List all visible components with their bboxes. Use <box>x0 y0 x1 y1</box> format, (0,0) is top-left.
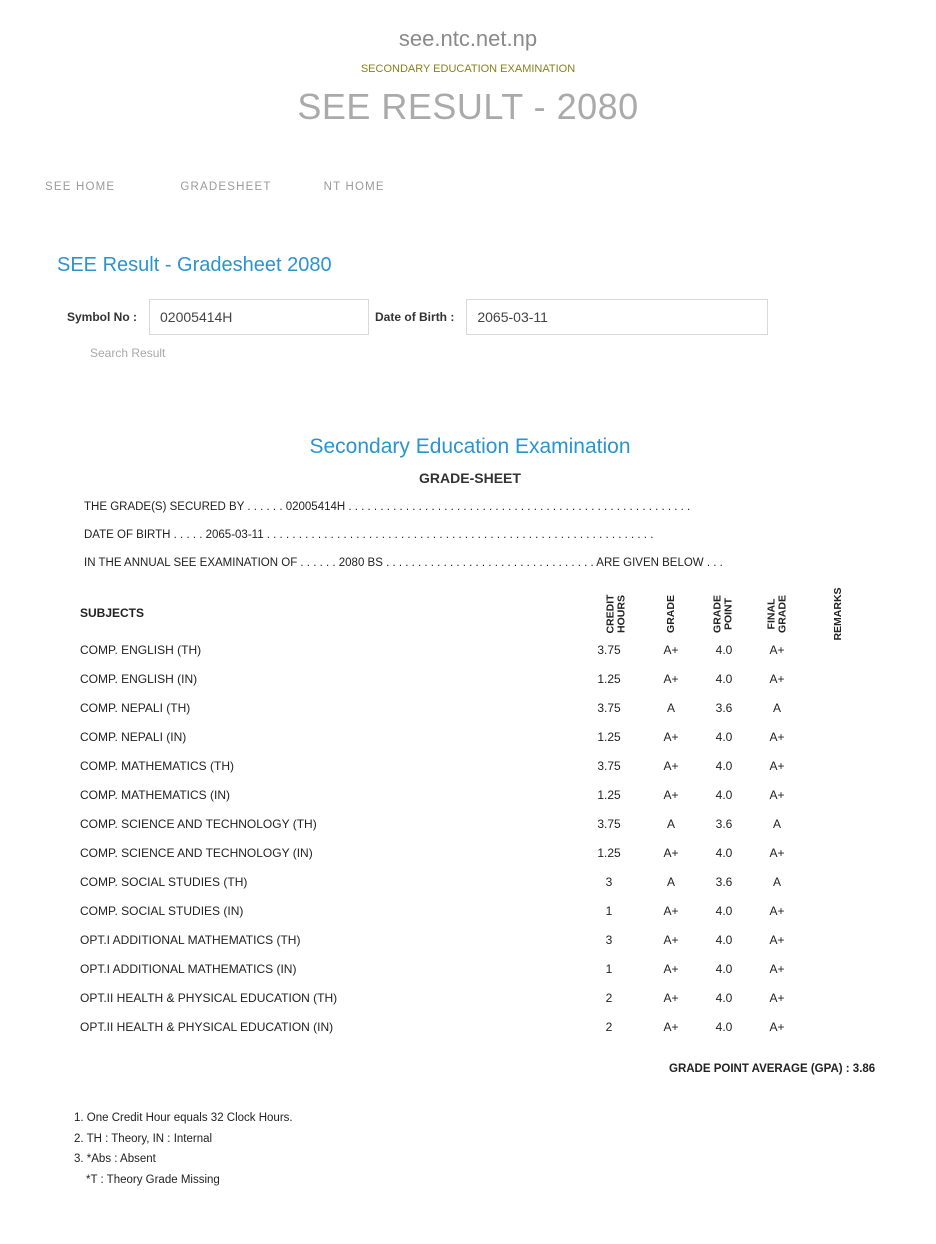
gpa-summary: GRADE POINT AVERAGE (GPA) : 3.86 <box>669 1063 876 1075</box>
final-grade-cell: A+ <box>769 962 785 976</box>
grade-cell: A+ <box>663 643 679 657</box>
exam-subtitle: SECONDARY EDUCATION EXAMINATION <box>360 63 576 75</box>
table-row <box>0 668 936 697</box>
grade-point-cell: 4.0 <box>715 933 733 947</box>
final-grade-cell: A+ <box>769 643 785 657</box>
declaration-dob: DATE OF BIRTH . . . . . 2065-03-11 . . . . . . . . . . . . . . . . . . . . . . . . . . . . . . . . . . . . . . . . . . . . . . . . . . . . . . . . . . . . . <box>84 529 654 541</box>
footnote-item: 3. *Abs : Absent <box>74 1153 156 1165</box>
grade-point-cell: 4.0 <box>715 759 733 773</box>
col-final-grade <box>767 586 787 642</box>
credit-hours-cell: 2 <box>605 1020 613 1034</box>
grade-point-cell: 4.0 <box>715 846 733 860</box>
grade-table-header <box>0 586 936 642</box>
main-nav <box>45 181 385 193</box>
credit-hours-cell: 3.75 <box>597 701 621 715</box>
grade-cell: A+ <box>663 759 679 773</box>
table-row <box>0 871 936 900</box>
grade-point-cell: 3.6 <box>715 817 733 831</box>
table-row <box>0 1016 936 1045</box>
grade-point-cell: 4.0 <box>715 643 733 657</box>
col-grade <box>661 586 681 642</box>
grade-cell: A <box>666 875 675 889</box>
grade-point-cell: 4.0 <box>715 904 733 918</box>
footnote-item: *T : Theory Grade Missing <box>86 1173 220 1186</box>
col-credit-hours-label: CREDIT HOURS <box>604 594 627 634</box>
grade-cell: A+ <box>663 846 679 860</box>
subject-cell: COMP. SCIENCE AND TECHNOLOGY (IN) <box>80 846 313 860</box>
grade-point-cell: 4.0 <box>715 991 733 1005</box>
footnote-item: 2. TH : Theory, IN : Internal <box>74 1132 213 1145</box>
grade-cell: A+ <box>663 730 679 744</box>
final-grade-cell: A+ <box>769 904 785 918</box>
credit-hours-cell: 1.25 <box>597 672 621 686</box>
col-credit-hours <box>606 586 626 642</box>
table-row <box>0 900 936 929</box>
credit-hours-cell: 3.75 <box>597 759 621 773</box>
footnotes <box>74 1108 293 1190</box>
subject-cell: COMP. ENGLISH (TH) <box>80 643 202 657</box>
grade-point-cell: 4.0 <box>715 730 733 744</box>
subject-cell: OPT.I ADDITIONAL MATHEMATICS (IN) <box>80 962 297 976</box>
subject-cell: COMP. SOCIAL STUDIES (TH) <box>80 875 248 889</box>
col-remarks <box>828 586 848 642</box>
final-grade-cell: A+ <box>769 672 785 686</box>
subject-cell: COMP. MATHEMATICS (TH) <box>80 759 234 773</box>
table-row <box>0 929 936 958</box>
table-row <box>0 639 936 668</box>
final-grade-cell: A+ <box>769 1020 785 1034</box>
gradesheet-subtitle: GRADE-SHEET <box>419 470 521 486</box>
dob-label: Date of Birth : <box>375 310 455 324</box>
table-row <box>0 784 936 813</box>
grade-cell: A+ <box>663 991 679 1005</box>
result-title: SEE RESULT - 2080 <box>297 86 639 127</box>
credit-hours-cell: 1.25 <box>597 846 621 860</box>
col-remarks-label: REMARKS <box>831 587 844 641</box>
declaration-exam: IN THE ANNUAL SEE EXAMINATION OF . . . . . . 2080 BS . . . . . . . . . . . . . . . . . . . . . . . . . . . . . . . . . ARE GIVEN BELOW . . . <box>84 557 723 569</box>
subject-cell: COMP. SOCIAL STUDIES (IN) <box>80 904 244 918</box>
page-heading: SEE Result - Gradesheet 2080 <box>57 254 332 276</box>
final-grade-cell: A+ <box>769 991 785 1005</box>
subject-cell: OPT.II HEALTH & PHYSICAL EDUCATION (TH) <box>80 991 338 1005</box>
grade-point-cell: 3.6 <box>715 875 733 889</box>
subject-cell: COMP. NEPALI (TH) <box>80 701 191 715</box>
table-row <box>0 842 936 871</box>
table-row <box>0 987 936 1016</box>
credit-hours-cell: 3.75 <box>597 817 621 831</box>
credit-hours-cell: 3 <box>605 875 613 889</box>
grade-table-body <box>0 639 936 1045</box>
grade-cell: A+ <box>663 672 679 686</box>
final-grade-cell: A+ <box>769 788 785 802</box>
grade-cell: A+ <box>663 904 679 918</box>
search-result-button[interactable]: Search Result <box>90 346 166 360</box>
nav-gradesheet[interactable]: GRADESHEET <box>180 181 272 193</box>
credit-hours-cell: 3.75 <box>597 643 621 657</box>
subject-cell: COMP. ENGLISH (IN) <box>80 672 198 686</box>
gradesheet-title: Secondary Education Examination <box>309 435 631 458</box>
credit-hours-cell: 1.25 <box>597 730 621 744</box>
final-grade-cell: A+ <box>769 759 785 773</box>
final-grade-cell: A <box>772 875 781 889</box>
grade-point-cell: 3.6 <box>715 701 733 715</box>
grade-cell: A+ <box>663 962 679 976</box>
dob-input[interactable] <box>466 299 768 335</box>
grade-cell: A+ <box>663 1020 679 1034</box>
grade-cell: A+ <box>663 933 679 947</box>
site-title: see.ntc.net.np <box>398 26 538 51</box>
table-row <box>0 813 936 842</box>
subject-cell: OPT.II HEALTH & PHYSICAL EDUCATION (IN) <box>80 1020 334 1034</box>
declaration-symbol: THE GRADE(S) SECURED BY . . . . . . 02005414H . . . . . . . . . . . . . . . . . . . . . . . . . . . . . . . . . . . . . . . . . . . . . . . . . . . . . . <box>84 501 691 513</box>
subject-cell: COMP. NEPALI (IN) <box>80 730 187 744</box>
credit-hours-cell: 1.25 <box>597 788 621 802</box>
grade-cell: A <box>666 701 675 715</box>
credit-hours-cell: 1 <box>605 904 613 918</box>
final-grade-cell: A <box>772 817 781 831</box>
table-row <box>0 726 936 755</box>
grade-cell: A+ <box>663 788 679 802</box>
grade-point-cell: 4.0 <box>715 962 733 976</box>
final-grade-cell: A <box>772 701 781 715</box>
grade-point-cell: 4.0 <box>715 788 733 802</box>
grade-point-cell: 4.0 <box>715 1020 733 1034</box>
credit-hours-cell: 1 <box>605 962 613 976</box>
grade-cell: A <box>666 817 675 831</box>
credit-hours-cell: 2 <box>605 991 613 1005</box>
final-grade-cell: A+ <box>769 933 785 947</box>
col-final-grade-label: FINAL GRADE <box>765 595 788 633</box>
subject-cell: COMP. MATHEMATICS (IN) <box>80 788 230 802</box>
col-subjects: SUBJECTS <box>80 606 145 620</box>
col-grade-point <box>713 586 733 642</box>
grade-point-cell: 4.0 <box>715 672 733 686</box>
table-row <box>0 697 936 726</box>
symbol-input[interactable] <box>149 299 369 335</box>
subject-cell: OPT.I ADDITIONAL MATHEMATICS (TH) <box>80 933 301 947</box>
subject-cell: COMP. SCIENCE AND TECHNOLOGY (TH) <box>80 817 317 831</box>
final-grade-cell: A+ <box>769 730 785 744</box>
table-row <box>0 958 936 987</box>
table-row <box>0 755 936 784</box>
symbol-label: Symbol No : <box>67 310 138 324</box>
col-grade-label: GRADE <box>664 595 677 633</box>
credit-hours-cell: 3 <box>605 933 613 947</box>
nav-nt-home[interactable]: NT HOME <box>323 181 385 193</box>
nav-see-home[interactable]: SEE HOME <box>45 181 116 193</box>
col-grade-point-label: GRADE POINT <box>711 595 734 633</box>
search-form <box>67 299 768 335</box>
final-grade-cell: A+ <box>769 846 785 860</box>
footnote-item: 1. One Credit Hour equals 32 Clock Hours. <box>74 1112 293 1124</box>
